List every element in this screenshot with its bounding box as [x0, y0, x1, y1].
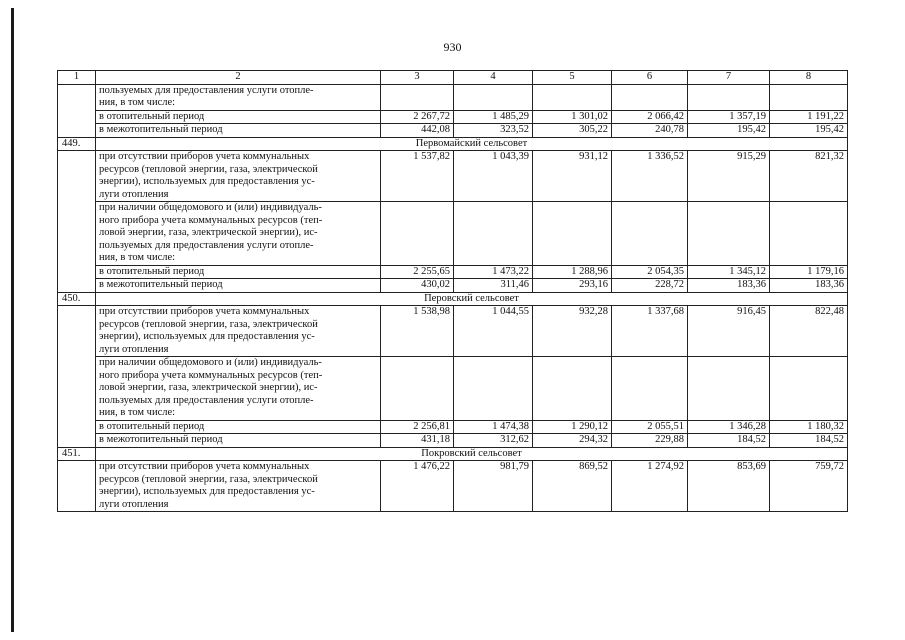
row-description — [96, 84, 381, 110]
value-cell-col4 — [454, 84, 533, 110]
value-cell-col3: 431,18 — [381, 434, 454, 448]
description-line: в отопительный период — [99, 110, 205, 122]
header-row — [58, 71, 848, 85]
value-cell-col7: 195,42 — [688, 124, 770, 138]
row-description — [96, 434, 381, 448]
value-cell-col4: 981,79 — [454, 461, 533, 512]
value-cell-col3 — [381, 357, 454, 421]
value-cell-col7 — [688, 357, 770, 421]
description-line: в межотопительный период — [99, 279, 223, 290]
description-line: ного прибора учета коммунальных ресурсов (теп- — [99, 369, 323, 381]
description-line: ресурсов (тепловой энергии, газа, электрической — [99, 163, 318, 175]
description-line: ловой энергии, газа, электрической энергии), ис- — [99, 382, 318, 393]
value-cell-col8 — [770, 357, 848, 421]
table-row — [58, 151, 848, 202]
description-line: энергии), используемых для предоставления ус- — [99, 176, 315, 187]
value-cell-col5 — [533, 202, 612, 266]
value-cell-col5: 293,16 — [533, 279, 612, 293]
header-cell: 3 — [381, 71, 454, 85]
row-number-cell — [58, 110, 96, 124]
value-cell-col4: 312,62 — [454, 434, 533, 448]
table-row — [58, 202, 848, 266]
description-line: в межотопительный период — [99, 124, 223, 135]
table-row — [58, 357, 848, 421]
description-line: при отсутствии приборов учета коммунальных — [99, 461, 310, 472]
value-cell-col8 — [770, 84, 848, 110]
value-cell-col5: 1 290,12 — [533, 420, 612, 434]
page-number: 930 — [443, 40, 462, 54]
description-line: ния, в том числе: — [99, 97, 176, 108]
value-cell-col3: 1 538,98 — [381, 306, 454, 357]
row-description — [96, 420, 381, 434]
description-line: пользуемых для предоставления услуги отопле- — [99, 394, 314, 406]
page-margin-bar — [11, 8, 14, 632]
value-cell-col3: 1 476,22 — [381, 461, 454, 512]
tariff-table — [57, 70, 848, 512]
value-cell-col8: 1 180,32 — [770, 420, 848, 434]
value-cell-col4: 1 473,22 — [454, 265, 533, 279]
description-line: энергии), используемых для предоставления ус- — [99, 331, 315, 342]
settlement-name: Первомайский сельсовет — [96, 137, 848, 151]
row-description — [96, 279, 381, 293]
value-cell-col7: 183,36 — [688, 279, 770, 293]
row-description — [96, 461, 381, 512]
row-description — [96, 151, 381, 202]
description-line: ного прибора учета коммунальных ресурсов (теп- — [99, 214, 323, 226]
value-cell-col5: 869,52 — [533, 461, 612, 512]
header-cell: 6 — [612, 71, 688, 85]
value-cell-col7: 1 346,28 — [688, 420, 770, 434]
value-cell-col5: 931,12 — [533, 151, 612, 202]
description-line: ресурсов (тепловой энергии, газа, электрической — [99, 318, 318, 330]
description-line: при наличии общедомового и (или) индивидуаль- — [99, 357, 322, 368]
settlement-name: Перовский сельсовет — [96, 292, 848, 306]
description-line: пользуемых для предоставления услуги отопле- — [99, 239, 314, 251]
value-cell-col8: 822,48 — [770, 306, 848, 357]
value-cell-col7: 184,52 — [688, 434, 770, 448]
value-cell-col4: 323,52 — [454, 124, 533, 138]
value-cell-col5: 1 288,96 — [533, 265, 612, 279]
header-cell: 1 — [58, 71, 96, 85]
value-cell-col8: 759,72 — [770, 461, 848, 512]
row-number-cell — [58, 357, 96, 421]
settlement-heading-row — [58, 292, 848, 306]
value-cell-col3: 430,02 — [381, 279, 454, 293]
settlement-heading-row — [58, 137, 848, 151]
table-row — [58, 110, 848, 124]
settlement-name: Покровский сельсовет — [96, 447, 848, 461]
value-cell-col6: 1 336,52 — [612, 151, 688, 202]
settlement-number: 451. — [58, 447, 96, 461]
table-row — [58, 265, 848, 279]
value-cell-col5: 305,22 — [533, 124, 612, 138]
value-cell-col5: 932,28 — [533, 306, 612, 357]
value-cell-col5 — [533, 84, 612, 110]
value-cell-col6 — [612, 202, 688, 266]
row-number-cell — [58, 124, 96, 138]
value-cell-col8: 184,52 — [770, 434, 848, 448]
row-description — [96, 357, 381, 421]
row-description — [96, 124, 381, 138]
settlement-number: 450. — [58, 292, 96, 306]
description-line: при наличии общедомового и (или) индивидуаль- — [99, 202, 322, 213]
settlement-number: 449. — [58, 137, 96, 151]
settlement-heading-row — [58, 447, 848, 461]
value-cell-col8: 1 191,22 — [770, 110, 848, 124]
value-cell-col4: 1 044,55 — [454, 306, 533, 357]
value-cell-col7: 915,29 — [688, 151, 770, 202]
header-cell: 2 — [96, 71, 381, 85]
description-line: в отопительный период — [99, 265, 205, 277]
value-cell-col7: 1 357,19 — [688, 110, 770, 124]
row-number-cell — [58, 279, 96, 293]
row-number-cell — [58, 461, 96, 512]
row-number-cell — [58, 84, 96, 110]
table-row — [58, 420, 848, 434]
value-cell-col6: 2 066,42 — [612, 110, 688, 124]
value-cell-col3: 2 255,65 — [381, 265, 454, 279]
value-cell-col6: 229,88 — [612, 434, 688, 448]
value-cell-col3: 442,08 — [381, 124, 454, 138]
row-description — [96, 306, 381, 357]
table-row — [58, 124, 848, 138]
description-line: в отопительный период — [99, 420, 205, 432]
value-cell-col6: 2 055,51 — [612, 420, 688, 434]
table-row — [58, 461, 848, 512]
value-cell-col3: 2 267,72 — [381, 110, 454, 124]
value-cell-col6: 1 337,68 — [612, 306, 688, 357]
description-line: ния, в том числе: — [99, 407, 176, 418]
table-row — [58, 434, 848, 448]
value-cell-col8: 183,36 — [770, 279, 848, 293]
description-line: луги отопления — [99, 498, 169, 510]
header-cell: 4 — [454, 71, 533, 85]
row-number-cell — [58, 265, 96, 279]
value-cell-col5 — [533, 357, 612, 421]
description-line: ния, в том числе: — [99, 252, 176, 263]
value-cell-col3 — [381, 84, 454, 110]
value-cell-col3: 1 537,82 — [381, 151, 454, 202]
header-cell: 7 — [688, 71, 770, 85]
row-number-cell — [58, 420, 96, 434]
value-cell-col6 — [612, 357, 688, 421]
value-cell-col6: 240,78 — [612, 124, 688, 138]
description-line: ресурсов (тепловой энергии, газа, электрической — [99, 473, 318, 485]
table-row — [58, 84, 848, 110]
row-number-cell — [58, 202, 96, 266]
header-cell: 8 — [770, 71, 848, 85]
description-line: при отсутствии приборов учета коммунальных — [99, 151, 310, 162]
value-cell-col7 — [688, 84, 770, 110]
value-cell-col4: 1 485,29 — [454, 110, 533, 124]
value-cell-col8: 1 179,16 — [770, 265, 848, 279]
value-cell-col3: 2 256,81 — [381, 420, 454, 434]
row-number-cell — [58, 306, 96, 357]
row-description — [96, 110, 381, 124]
description-line: в межотопительный период — [99, 434, 223, 445]
value-cell-col8: 195,42 — [770, 124, 848, 138]
row-number-cell — [58, 434, 96, 448]
header-cell: 5 — [533, 71, 612, 85]
value-cell-col8 — [770, 202, 848, 266]
description-line: при отсутствии приборов учета коммунальных — [99, 306, 310, 317]
value-cell-col6: 2 054,35 — [612, 265, 688, 279]
value-cell-col6: 1 274,92 — [612, 461, 688, 512]
value-cell-col6: 228,72 — [612, 279, 688, 293]
value-cell-col6 — [612, 84, 688, 110]
value-cell-col7: 916,45 — [688, 306, 770, 357]
value-cell-col7: 1 345,12 — [688, 265, 770, 279]
value-cell-col5: 1 301,02 — [533, 110, 612, 124]
table-row — [58, 279, 848, 293]
value-cell-col8: 821,32 — [770, 151, 848, 202]
description-line: луги отопления — [99, 343, 169, 355]
row-description — [96, 265, 381, 279]
value-cell-col4: 1 474,38 — [454, 420, 533, 434]
table-row — [58, 306, 848, 357]
value-cell-col7: 853,69 — [688, 461, 770, 512]
value-cell-col7 — [688, 202, 770, 266]
value-cell-col4: 1 043,39 — [454, 151, 533, 202]
description-line: луги отопления — [99, 188, 169, 200]
value-cell-col3 — [381, 202, 454, 266]
value-cell-col4 — [454, 202, 533, 266]
description-line: ловой энергии, газа, электрической энергии), ис- — [99, 227, 318, 238]
value-cell-col4: 311,46 — [454, 279, 533, 293]
description-line: пользуемых для предоставления услуги отопле- — [99, 84, 314, 96]
value-cell-col5: 294,32 — [533, 434, 612, 448]
table-body — [58, 71, 848, 512]
row-description — [96, 202, 381, 266]
description-line: энергии), используемых для предоставления ус- — [99, 486, 315, 497]
row-number-cell — [58, 151, 96, 202]
value-cell-col4 — [454, 357, 533, 421]
